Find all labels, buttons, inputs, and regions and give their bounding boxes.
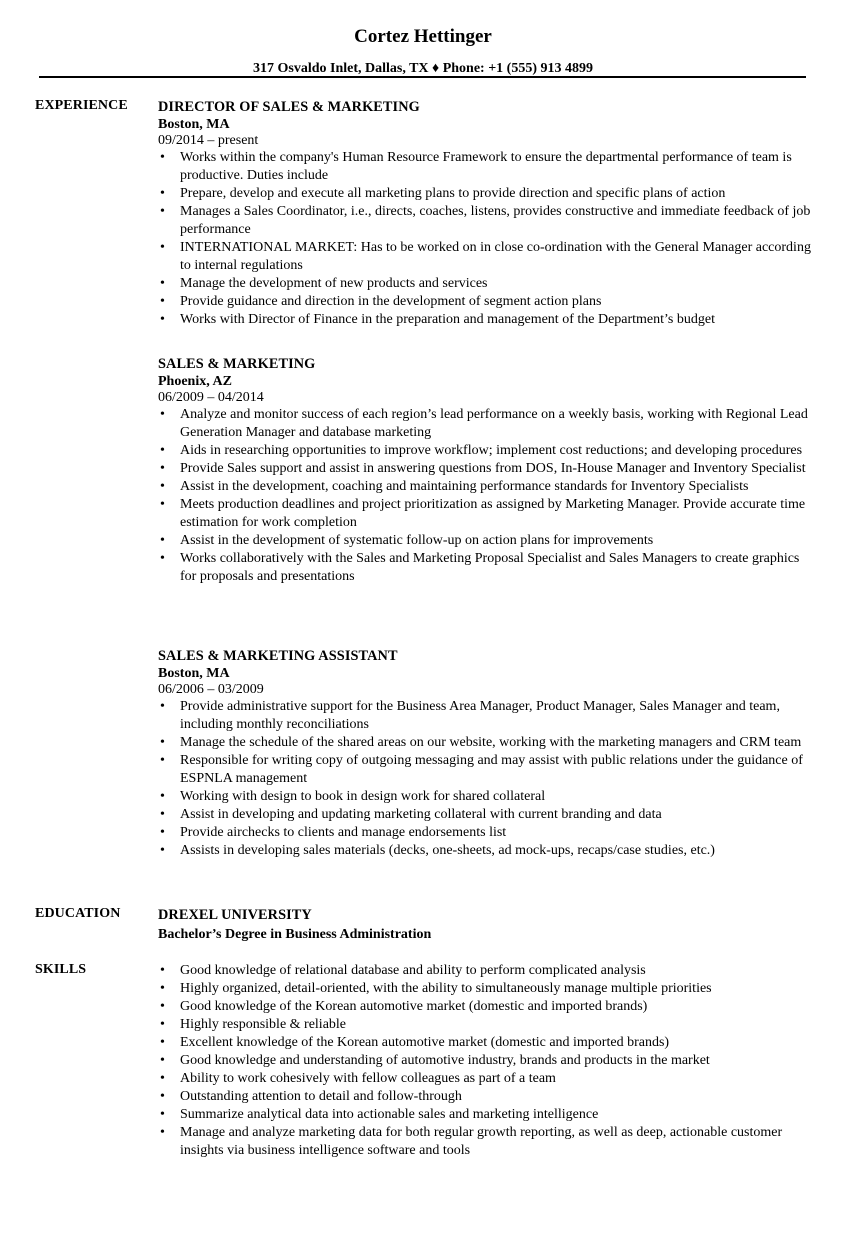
skills-entry bbox=[158, 962, 818, 1160]
list-item: • Summarize analytical data into actionable sales and marketing intelligence bbox=[158, 1106, 818, 1124]
job-title: DIRECTOR OF SALES & MARKETING bbox=[158, 99, 420, 115]
job-duties-list bbox=[158, 149, 818, 329]
list-item: • Analyze and monitor success of each region’s lead performance on a weekly basis, working with Regional Lead Generation Manager and database marketing bbox=[158, 406, 818, 442]
job-title: SALES & MARKETING ASSISTANT bbox=[158, 648, 398, 664]
list-item: • Works with Director of Finance in the preparation and management of the Department’s budget bbox=[158, 311, 818, 329]
list-item: • Works collaboratively with the Sales and Marketing Proposal Specialist and Sales Managers to create graphics for proposals and presentations bbox=[158, 550, 818, 586]
job-entry bbox=[158, 98, 818, 329]
job-entry bbox=[158, 647, 818, 860]
list-item: • Assist in the development of systematic follow-up on action plans for improvements bbox=[158, 532, 818, 550]
list-item: • Ability to work cohesively with fellow colleagues as part of a team bbox=[158, 1070, 818, 1088]
header-divider bbox=[39, 76, 806, 78]
list-item: • Assist in developing and updating marketing collateral with current branding and data bbox=[158, 806, 818, 824]
list-item: • Manages a Sales Coordinator, i.e., directs, coaches, listens, provides constructive and immediate feedback of job performance bbox=[158, 203, 818, 239]
list-item: • Works within the company's Human Resource Framework to ensure the departmental performance of team is productive. Duties include bbox=[158, 149, 818, 185]
list-item: • Highly organized, detail-oriented, with the ability to simultaneously manage multiple priorities bbox=[158, 980, 818, 998]
job-dates: 09/2014 – present bbox=[158, 133, 259, 148]
list-item: • Prepare, develop and execute all marketing plans to provide direction and specific plans of action bbox=[158, 185, 818, 203]
contact-line: 317 Osvaldo Inlet, Dallas, TX ♦ Phone: +1 (555) 913 4899 bbox=[253, 61, 593, 76]
list-item: • INTERNATIONAL MARKET: Has to be worked on in close co-ordination with the General Manager according to internal regulations bbox=[158, 239, 818, 275]
job-duties-list bbox=[158, 406, 818, 586]
list-item: • Provide Sales support and assist in answering questions from DOS, In-House Manager and Inventory Specialist bbox=[158, 460, 818, 478]
job-location: Boston, MA bbox=[158, 117, 230, 132]
candidate-name: Cortez Hettinger bbox=[354, 26, 492, 47]
list-item: • Provide airchecks to clients and manage endorsements list bbox=[158, 824, 818, 842]
list-item: • Highly responsible & reliable bbox=[158, 1016, 818, 1034]
job-location: Boston, MA bbox=[158, 666, 230, 681]
job-dates: 06/2006 – 03/2009 bbox=[158, 682, 264, 697]
job-duties-list bbox=[158, 698, 818, 860]
list-item: • Good knowledge of the Korean automotive market (domestic and imported brands) bbox=[158, 998, 818, 1016]
degree: Bachelor’s Degree in Business Administration bbox=[158, 927, 432, 942]
list-item: • Provide guidance and direction in the development of segment action plans bbox=[158, 293, 818, 311]
job-entry bbox=[158, 355, 818, 586]
skills-list bbox=[158, 962, 818, 1160]
education-entry bbox=[158, 906, 818, 944]
list-item: • Manage and analyze marketing data for both regular growth reporting, as well as deep, actionable customer insights via business intelligence software and tools bbox=[158, 1124, 818, 1160]
list-item: • Aids in researching opportunities to improve workflow; implement cost reductions; and developing procedures bbox=[158, 442, 818, 460]
list-item: • Working with design to book in design work for shared collateral bbox=[158, 788, 818, 806]
list-item: • Good knowledge of relational database and ability to perform complicated analysis bbox=[158, 962, 818, 980]
list-item: • Good knowledge and understanding of automotive industry, brands and products in the market bbox=[158, 1052, 818, 1070]
list-item: • Manage the schedule of the shared areas on our website, working with the marketing managers and CRM team bbox=[158, 734, 818, 752]
school-name: DREXEL UNIVERSITY bbox=[158, 907, 312, 923]
list-item: • Provide administrative support for the Business Area Manager, Product Manager, Sales Manager and team, including monthly reconciliations bbox=[158, 698, 818, 734]
resume-header bbox=[0, 24, 846, 79]
list-item: • Meets production deadlines and project prioritization as assigned by Marketing Manager. Provide accurate time estimation for work completion bbox=[158, 496, 818, 532]
job-title: SALES & MARKETING bbox=[158, 356, 316, 372]
list-item: • Manage the development of new products and services bbox=[158, 275, 818, 293]
list-item: • Responsible for writing copy of outgoing messaging and may assist with public relations under the guidance of ESPNLA management bbox=[158, 752, 818, 788]
skills-heading: SKILLS bbox=[35, 962, 87, 977]
list-item: • Assists in developing sales materials (decks, one-sheets, ad mock-ups, recaps/case studies, etc.) bbox=[158, 842, 818, 860]
education-heading: EDUCATION bbox=[35, 906, 121, 921]
experience-heading: EXPERIENCE bbox=[35, 98, 128, 113]
job-location: Phoenix, AZ bbox=[158, 374, 232, 389]
job-dates: 06/2009 – 04/2014 bbox=[158, 390, 264, 405]
list-item: • Assist in the development, coaching and maintaining performance standards for Inventory Specialists bbox=[158, 478, 818, 496]
list-item: • Excellent knowledge of the Korean automotive market (domestic and imported brands) bbox=[158, 1034, 818, 1052]
list-item: • Outstanding attention to detail and follow-through bbox=[158, 1088, 818, 1106]
